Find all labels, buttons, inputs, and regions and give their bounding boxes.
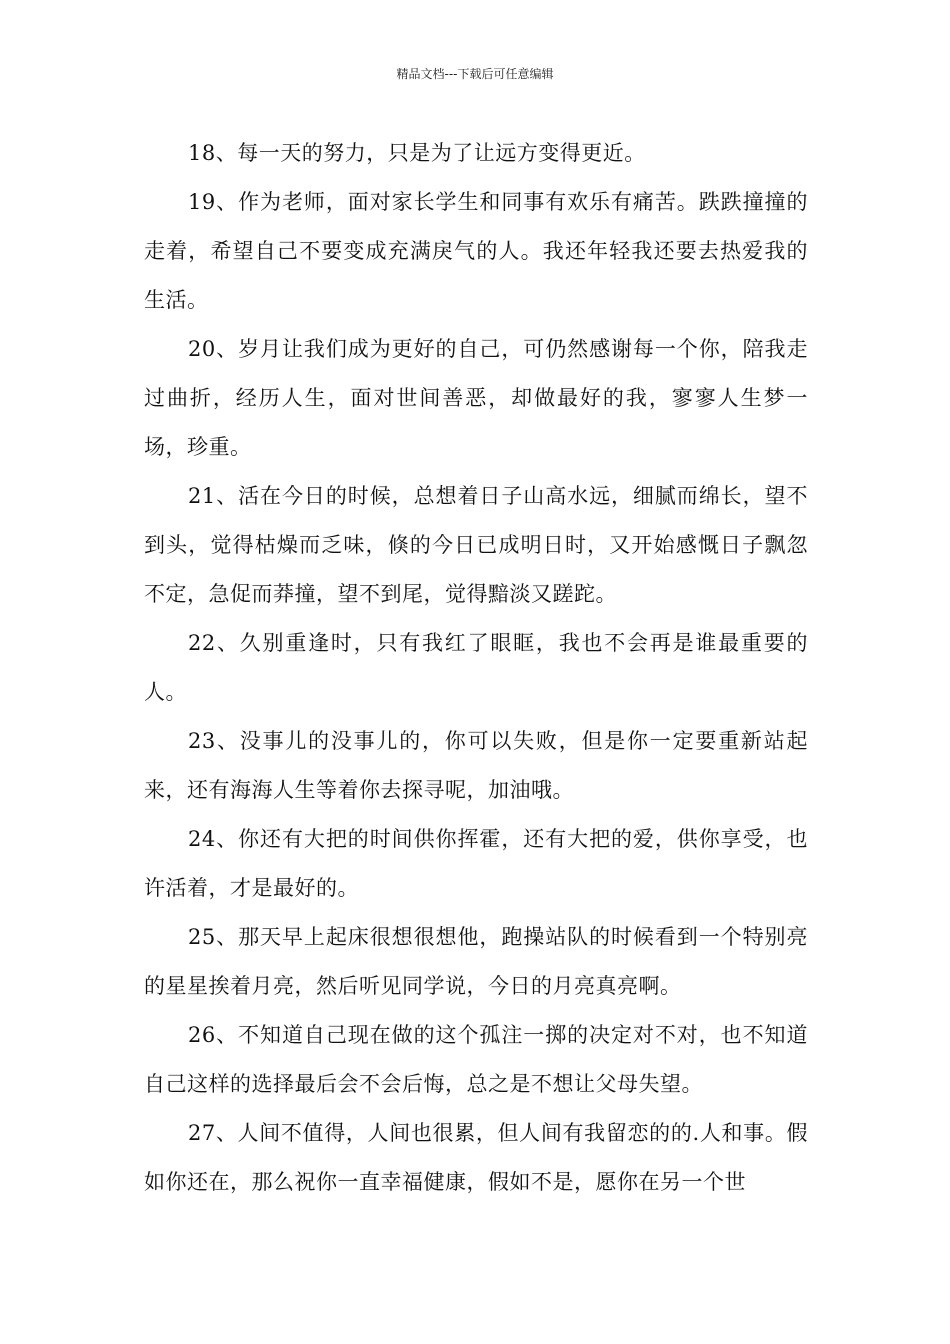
paragraph-20: 20、岁月让我们成为更好的自己，可仍然感谢每一个你，陪我走过曲折，经历人生，面对世间善恶，却做最好的我，寥寥人生梦一场，珍重。 xyxy=(144,337,808,459)
paragraph-21: 21、活在今日的时候，总想着日子山高水远，细腻而绵长，望不到头，觉得枯燥而乏味，倏的今日已成明日时，又开始感慨日子飘忽不定，急促而莽撞，望不到尾，觉得黯淡又蹉跎。 xyxy=(144,484,808,606)
paragraph-26: 26、不知道自己现在做的这个孤注一掷的决定对不对，也不知道自己这样的选择最后会不会后悔，总之是不想让父母失望。 xyxy=(144,1023,808,1096)
paragraph-22: 22、久别重逢时，只有我红了眼眶，我也不会再是谁最重要的人。 xyxy=(144,631,808,704)
paragraph-19: 19、作为老师，面对家长学生和同事有欢乐有痛苦。跌跌撞撞的走着，希望自己不要变成充满戾气的人。我还年轻我还要去热爱我的生活。 xyxy=(144,190,808,312)
page-header: 精品文档---下载后可任意编辑 xyxy=(396,67,554,81)
paragraph-27: 27、人间不值得，人间也很累，但人间有我留恋的的.人和事。假如你还在，那么祝你一直幸福健康，假如不是，愿你在另一个世 xyxy=(144,1121,808,1194)
paragraph-25: 25、那天早上起床很想很想他，跑操站队的时候看到一个特别亮的星星挨着月亮，然后听见同学说，今日的月亮真亮啊。 xyxy=(144,925,808,998)
document-body xyxy=(144,129,808,1207)
paragraph-18: 18、每一天的努力，只是为了让远方变得更近。 xyxy=(188,141,646,165)
paragraph-24: 24、你还有大把的时间供你挥霍，还有大把的爱，供你享受，也许活着，才是最好的。 xyxy=(144,827,808,900)
paragraph-23: 23、没事儿的没事儿的，你可以失败，但是你一定要重新站起来，还有海海人生等着你去探寻呢，加油哦。 xyxy=(144,729,808,802)
